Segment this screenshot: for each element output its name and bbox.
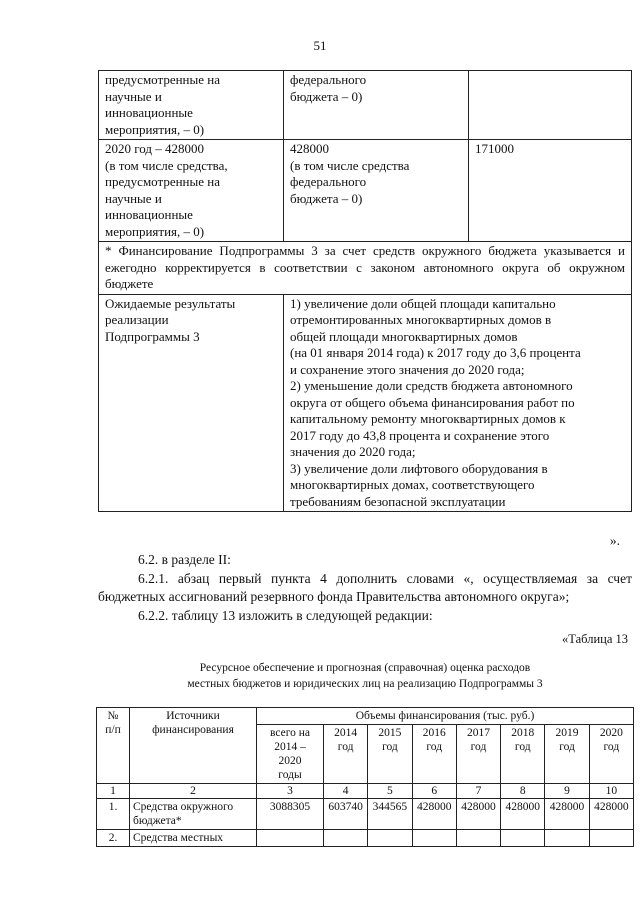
paragraph-6-2-1: 6.2.1. абзац первый пункта 4 дополнить словами «, осуществляемая за счет бюджетных ассигнований резервного фонда Правительства автономного округа»; <box>98 571 632 604</box>
row-year-value: 344565 <box>368 799 412 830</box>
section-paragraph: 6.2. в разделе II: <box>138 552 231 567</box>
table-cell <box>469 71 632 140</box>
column-number: 6 <box>412 784 456 799</box>
footnote-cell: * Финансирование Подпрограммы 3 за счет средств окружного бюджета указывается и ежегодно корректируется в соответствии с законом автономного округа об окружном бюджете <box>99 242 632 295</box>
page-number: 51 <box>313 38 327 53</box>
header-year: 2017 год <box>456 725 500 784</box>
header-volumes: Объемы финансирования (тыс. руб.) <box>257 708 634 725</box>
table-row <box>97 830 634 847</box>
table-row <box>99 71 632 140</box>
header-year: 2020 год <box>589 725 633 784</box>
column-number: 3 <box>257 784 324 799</box>
column-number: 9 <box>545 784 589 799</box>
row-number: 2. <box>97 830 130 847</box>
row-total <box>257 830 324 847</box>
column-number: 4 <box>324 784 368 799</box>
header-source: Источники финансирования <box>130 708 257 784</box>
column-number: 2 <box>130 784 257 799</box>
header-year: 2015 год <box>368 725 412 784</box>
row-source: Средства окружного бюджета* <box>130 799 257 830</box>
header-year: 2016 год <box>412 725 456 784</box>
column-number: 10 <box>589 784 633 799</box>
row-year-value <box>368 830 412 847</box>
table-header-row <box>97 708 634 725</box>
table-title-line: местных бюджетов и юридических лиц на реализацию Подпрограммы 3 <box>187 678 543 690</box>
table-cell: 428000 (в том числе средства федерального бюджета – 0) <box>284 140 469 242</box>
row-number: 1. <box>97 799 130 830</box>
row-year-value: 428000 <box>501 799 545 830</box>
column-number: 1 <box>97 784 130 799</box>
closing-quote: ». <box>609 533 620 548</box>
table-title <box>98 660 632 692</box>
table-label: «Таблица 13 <box>562 632 628 646</box>
row-year-value <box>501 830 545 847</box>
row-year-value: 428000 <box>412 799 456 830</box>
row-year-value: 428000 <box>545 799 589 830</box>
resource-table <box>96 707 634 847</box>
header-year: 2014 год <box>324 725 368 784</box>
table-cell: федерального бюджета – 0) <box>284 71 469 140</box>
program-passport-table <box>98 70 632 512</box>
row-year-value <box>324 830 368 847</box>
row-year-value: 428000 <box>456 799 500 830</box>
row-year-value <box>412 830 456 847</box>
table-cell: 171000 <box>469 140 632 242</box>
header-year: 2019 год <box>545 725 589 784</box>
table-row <box>99 242 632 295</box>
table-row <box>99 140 632 242</box>
column-number-row <box>97 784 634 799</box>
column-number: 7 <box>456 784 500 799</box>
column-number: 5 <box>368 784 412 799</box>
row-year-value <box>545 830 589 847</box>
table-cell: предусмотренные на научные и инновационные мероприятия, – 0) <box>99 71 284 140</box>
row-year-value <box>456 830 500 847</box>
row-year-value <box>589 830 633 847</box>
header-total: всего на 2014 – 2020 годы <box>257 725 324 784</box>
header-year: 2018 год <box>501 725 545 784</box>
results-label-cell: Ожидаемые результаты реализации Подпрограммы 3 <box>99 294 284 512</box>
results-text-cell: 1) увеличение доли общей площади капитально отремонтированных многоквартирных домов в общей площади многоквартирных домов (на 01 января 2014 года) к 2017 году до 3,6 процента и сохранение этого значения до 2020 года; 2) уменьшение доли средств бюджета автономного округа от общего объема финансирования работ по капитальному ремонту многоквартирных домов к 2017 году до 43,8 процента и сохранение этого значения до 2020 года; 3) увеличение доли лифтового оборудования в многоквартирных домах, соответствующего требованиям безопасной эксплуатации <box>284 294 632 512</box>
row-year-value: 603740 <box>324 799 368 830</box>
table-row <box>97 799 634 830</box>
header-num: № п/п <box>97 708 130 784</box>
table-row <box>99 294 632 512</box>
table-cell: 2020 год – 428000 (в том числе средства, предусмотренные на научные и инновационные мероприятия, – 0) <box>99 140 284 242</box>
paragraph-6-2-2: 6.2.2. таблицу 13 изложить в следующей редакции: <box>138 608 433 623</box>
table-title-line: Ресурсное обеспечение и прогнозная (справочная) оценка расходов <box>199 662 531 674</box>
row-total: 3088305 <box>257 799 324 830</box>
row-year-value: 428000 <box>589 799 633 830</box>
column-number: 8 <box>501 784 545 799</box>
row-source: Средства местных <box>130 830 257 847</box>
